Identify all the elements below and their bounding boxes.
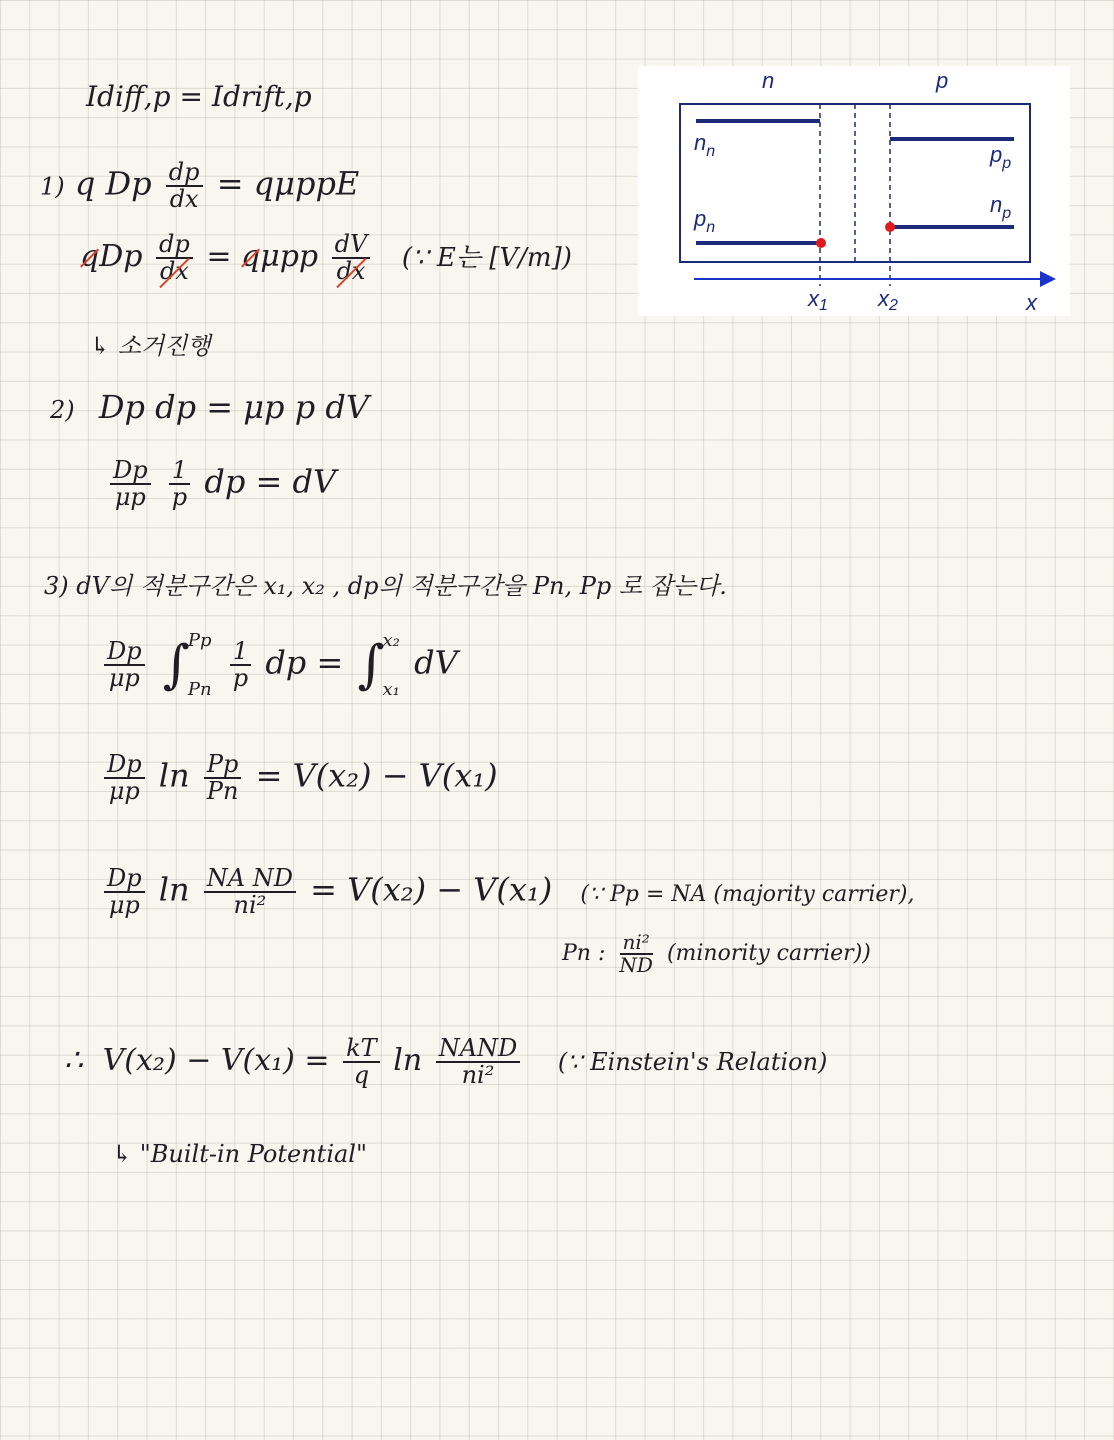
eqA-dv: dV <box>414 643 458 682</box>
step2b-equation <box>106 458 336 510</box>
eqC-ratio-den: μp <box>108 891 140 920</box>
step1b-equals: = <box>206 239 232 275</box>
eqC-pn-label: Pn : <box>562 941 606 966</box>
eqA-reciprocal <box>230 636 251 692</box>
eqB-ln: ln <box>158 756 190 795</box>
pn-junction-diagram <box>638 66 1070 316</box>
lower-limit-pn: Pn <box>187 679 212 700</box>
log-ratio-equation <box>100 752 498 804</box>
step2b-reciprocal <box>169 458 190 510</box>
pp-label: $p_p$ <box>990 142 1012 172</box>
step1b-deriv-right <box>332 232 371 284</box>
eqC-rhs: = V(x₂) − V(x₁) <box>310 870 553 909</box>
step2-number: 2) <box>50 396 75 424</box>
device-outline <box>680 104 1030 262</box>
eqB-rhs: = V(x₂) − V(x₁) <box>255 756 498 795</box>
p-region-label: p <box>936 68 949 93</box>
eqC-note2 <box>562 932 871 976</box>
nn-label: $n_n$ <box>694 130 716 160</box>
eqB-ratio <box>104 752 145 804</box>
upper-limit-pp: Pp <box>187 630 212 651</box>
step1b-deriv-left <box>156 232 193 284</box>
eqC-ratio-num: Dp <box>104 866 145 893</box>
step1b-right-num: dV <box>332 232 371 259</box>
step2b-ratio <box>110 458 151 510</box>
lower-limit-x1: x₁ <box>382 679 400 700</box>
eqA-recip-den: p <box>232 664 249 692</box>
integral-equation <box>100 630 458 700</box>
n-region-label: n <box>762 68 775 93</box>
drift-current: Idrift,p <box>211 80 312 113</box>
eqB-concentration-ratio <box>204 752 242 804</box>
step2-equation <box>50 388 369 426</box>
cancelled-q-right: q <box>241 239 261 275</box>
built-in-potential-equation <box>64 1036 827 1088</box>
step1b-left-den: dx <box>157 259 192 284</box>
pn-endpoint-dot <box>816 238 826 248</box>
x-axis-arrowhead <box>1040 271 1056 287</box>
equals: = <box>179 80 203 113</box>
current-balance-equation <box>86 80 312 113</box>
diffusion-current: Idiff,p <box>86 80 171 113</box>
cancel-proceed-note: ↳ 소거진행 <box>90 332 211 360</box>
eqD-kt: kT <box>343 1036 380 1063</box>
step1-number: 1) <box>40 172 65 201</box>
eqD-note: (∵ Einstein's Relation) <box>557 1048 828 1077</box>
step2b-ratio-num: Dp <box>110 458 151 485</box>
eqA-recip-num: 1 <box>230 639 251 666</box>
pn-junction-svg <box>638 66 1070 316</box>
step1b-left-num: dp <box>156 232 193 259</box>
pn-label: $p_n$ <box>694 206 716 236</box>
x1-label: x1 <box>808 286 828 314</box>
integral-sign: ∫ <box>162 635 190 695</box>
step2b-recip-num: 1 <box>169 458 190 485</box>
integral-limits-p <box>188 630 212 700</box>
integral-over-p <box>163 630 212 700</box>
eqB-ratio-num: Dp <box>104 752 145 779</box>
x-axis-label: x <box>1026 290 1037 315</box>
integral-over-x <box>357 630 399 700</box>
eqD-lhs: V(x₂) − V(x₁) = <box>102 1043 330 1079</box>
step3-text: 3) dV의 적분구간은 x₁, x₂ , dp의 적분구간을 Pn, Pp 로 잡는다. <box>44 572 727 600</box>
eqB-pp: Pp <box>204 752 242 779</box>
step1b-mid: μpp <box>260 239 319 275</box>
eqB-ratio-den: μp <box>108 777 140 806</box>
step2b-rest: dp = dV <box>204 462 337 501</box>
eqD-nand: NAND <box>436 1036 521 1063</box>
eqC-na-nd: NA ND <box>204 866 296 893</box>
upper-limit-x2: x₂ <box>382 630 400 651</box>
integral-limits-x <box>383 630 400 700</box>
step1-equals: = <box>216 164 244 203</box>
eqC-doping-ratio <box>204 866 296 918</box>
thermal-voltage <box>343 1036 380 1088</box>
cancelled-q-left: q <box>80 239 100 275</box>
step1-equation <box>40 160 359 212</box>
step2b-ratio-den: μp <box>114 483 146 512</box>
eqA-ratio-num: Dp <box>104 639 145 666</box>
np-label: $n_p$ <box>990 192 1012 222</box>
step2-body: Dp dp = μp p dV <box>98 388 369 426</box>
step1-derivative <box>166 160 203 212</box>
eqB-pn: Pn <box>206 777 239 806</box>
eqC-minority-den: ND <box>619 953 653 977</box>
step1-dp-coef: Dp <box>105 164 152 203</box>
x2-label: x2 <box>878 286 898 314</box>
eqC-ni2: ni² <box>233 891 267 920</box>
step1-rhs: qμppE <box>253 164 360 203</box>
integral-sign-2: ∫ <box>357 635 385 695</box>
therefore-symbol: ∴ <box>64 1043 84 1079</box>
eqA-ratio-den: μp <box>108 664 140 692</box>
step1-deriv-num: dp <box>166 160 203 187</box>
eqA-ratio <box>104 636 145 692</box>
eqD-q: q <box>353 1061 370 1090</box>
eqC-ln: ln <box>158 870 190 909</box>
built-in-potential-label: ↳ "Built-in Potential" <box>112 1140 368 1168</box>
step1-deriv-den: dx <box>169 185 199 214</box>
np-endpoint-dot <box>885 222 895 232</box>
eqA-dp: dp = <box>265 643 344 682</box>
eqC-note1: (∵ Pp = NA (majority carrier), <box>580 881 915 907</box>
eqC-minority-num: ni² <box>620 932 653 955</box>
step1-q: q <box>74 164 96 203</box>
eqD-ni2: ni² <box>461 1061 495 1090</box>
eqD-ln: ln <box>393 1043 423 1079</box>
eqC-ratio <box>104 866 145 918</box>
step1b-dp: Dp <box>99 239 143 275</box>
eqC-minority-text: (minority carrier)) <box>666 941 871 966</box>
step2b-recip-den: p <box>171 483 188 512</box>
doping-equation <box>100 866 914 918</box>
step1b-note: (∵ E는 [V/m]) <box>401 243 572 274</box>
eqD-doping-ratio <box>436 1036 521 1088</box>
eqC-minority-fraction <box>616 932 656 976</box>
step1b-equation <box>80 232 572 284</box>
step1b-right-den: dx <box>334 259 369 284</box>
